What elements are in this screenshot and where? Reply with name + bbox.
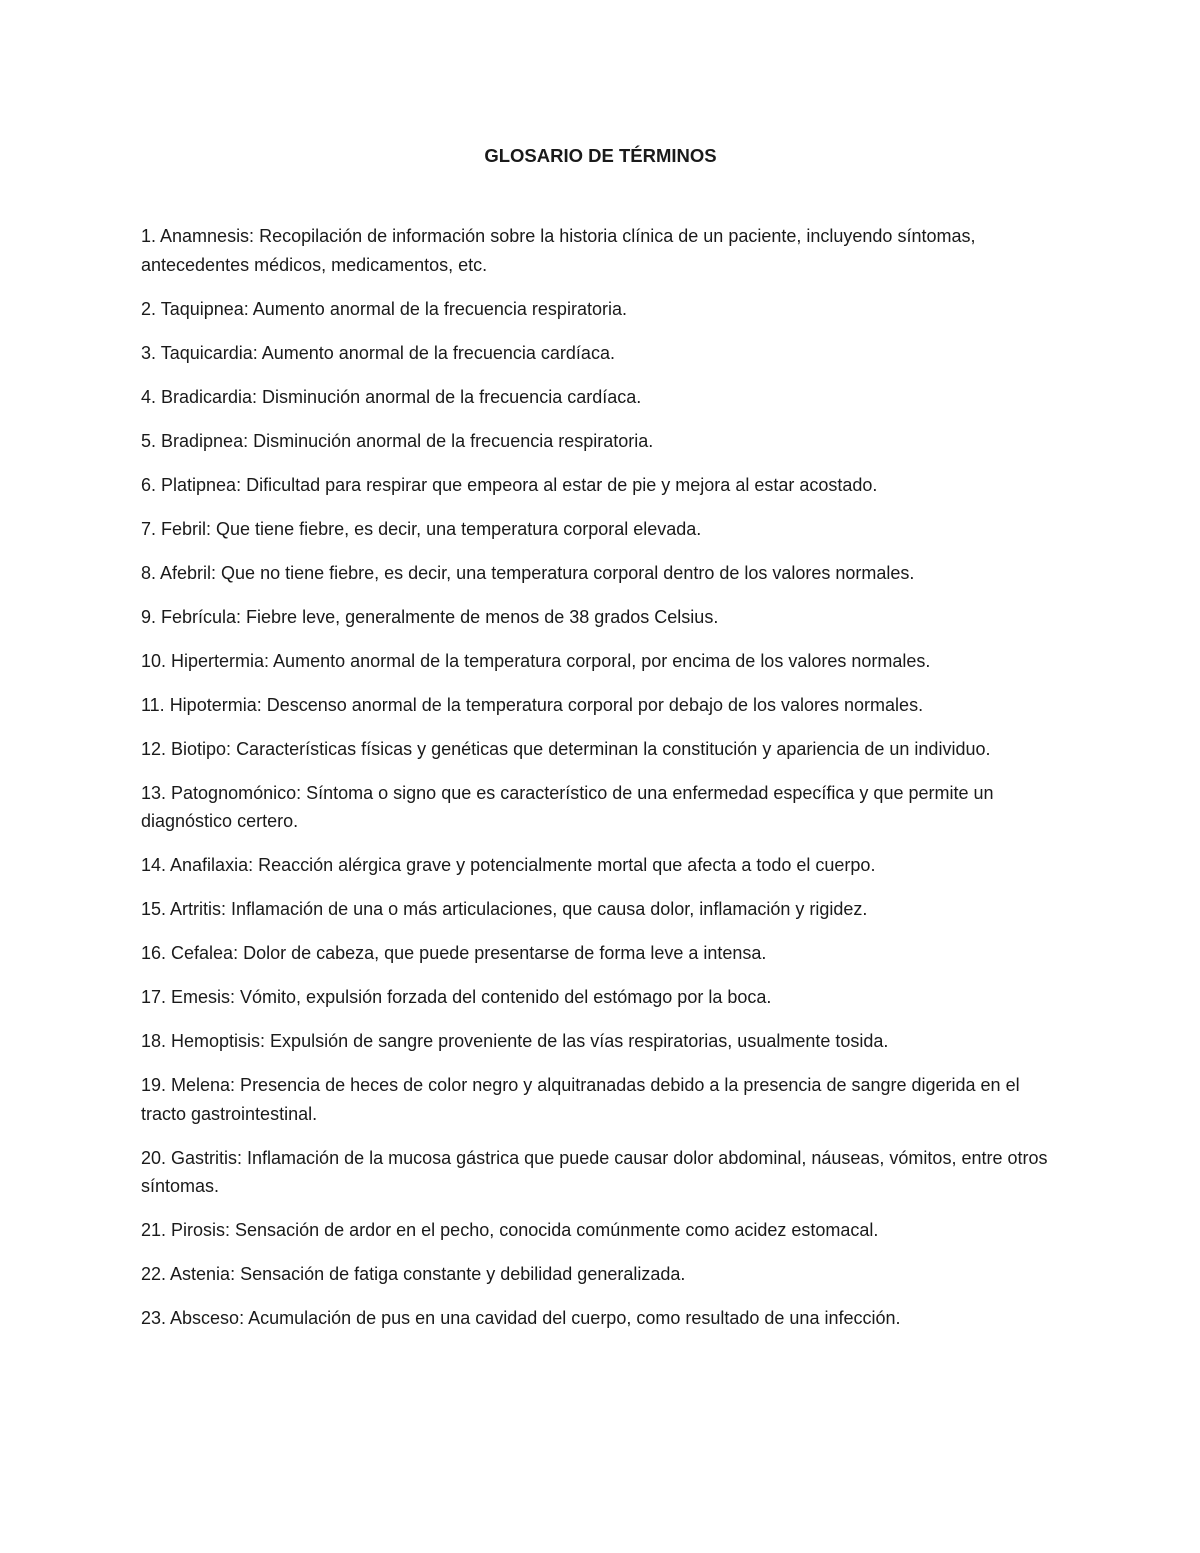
glossary-term-22: 22. Astenia: Sensación de fatiga constante y debilidad generalizada.	[141, 1264, 686, 1284]
glossary-term-9: 9. Febrícula: Fiebre leve, generalmente de menos de 38 grados Celsius.	[141, 606, 719, 627]
glossary-term-20: 20. Gastritis: Inflamación de la mucosa gástrica que puede causar dolor abdominal, náuseas, vómitos, entre otros síntomas.	[141, 1147, 1048, 1196]
glossary-term-23: 23. Absceso: Acumulación de pus en una cavidad del cuerpo, como resultado de una infección.	[141, 1308, 901, 1328]
glossary-term-2: 2. Taquipnea: Aumento anormal de la frecuencia respiratoria.	[141, 298, 627, 319]
glossary-term-6: 6. Platipnea: Dificultad para respirar que empeora al estar de pie y mejora al estar acostado.	[141, 474, 878, 495]
glossary-list	[141, 222, 1060, 1333]
glossary-term-16: 16. Cefalea: Dolor de cabeza, que puede presentarse de forma leve a intensa.	[141, 943, 767, 963]
glossary-term-15: 15. Artritis: Inflamación de una o más articulaciones, que causa dolor, inflamación y rigidez.	[141, 899, 868, 919]
glossary-term-21: 21. Pirosis: Sensación de ardor en el pecho, conocida comúnmente como acidez estomacal.	[141, 1220, 879, 1240]
glossary-term-11: 11. Hipotermia: Descenso anormal de la temperatura corporal por debajo de los valores normales.	[141, 694, 924, 715]
glossary-term-8: 8. Afebril: Que no tiene fiebre, es decir, una temperatura corporal dentro de los valores normales.	[141, 562, 915, 583]
glossary-term-13: 13. Patognomónico: Síntoma o signo que es característico de una enfermedad específica y que permite un diagnóstico certero.	[141, 782, 994, 831]
glossary-term-19: 19. Melena: Presencia de heces de color negro y alquitranadas debido a la presencia de sangre digerida en el tracto gastrointestinal.	[141, 1075, 1020, 1124]
glossary-term-1: 1. Anamnesis: Recopilación de información sobre la historia clínica de un paciente, incluyendo síntomas, antecedentes médicos, medicamentos, etc.	[141, 226, 976, 275]
glossary-term-3: 3. Taquicardia: Aumento anormal de la frecuencia cardíaca.	[141, 342, 615, 363]
glossary-term-12: 12. Biotipo: Características físicas y genéticas que determinan la constitución y apariencia de un individuo.	[141, 738, 991, 759]
glossary-term-17: 17. Emesis: Vómito, expulsión forzada del contenido del estómago por la boca.	[141, 987, 772, 1007]
glossary-term-4: 4. Bradicardia: Disminución anormal de la frecuencia cardíaca.	[141, 386, 642, 407]
document-title: GLOSARIO DE TÉRMINOS	[484, 145, 717, 166]
glossary-term-10: 10. Hipertermia: Aumento anormal de la temperatura corporal, por encima de los valores normales.	[141, 650, 931, 671]
glossary-term-18: 18. Hemoptisis: Expulsión de sangre proveniente de las vías respiratorias, usualmente tosida.	[141, 1031, 889, 1051]
glossary-term-7: 7. Febril: Que tiene fiebre, es decir, una temperatura corporal elevada.	[141, 518, 702, 539]
glossary-term-5: 5. Bradipnea: Disminución anormal de la frecuencia respiratoria.	[141, 430, 654, 451]
glossary-term-14: 14. Anafilaxia: Reacción alérgica grave y potencialmente mortal que afecta a todo el cuerpo.	[141, 855, 876, 875]
